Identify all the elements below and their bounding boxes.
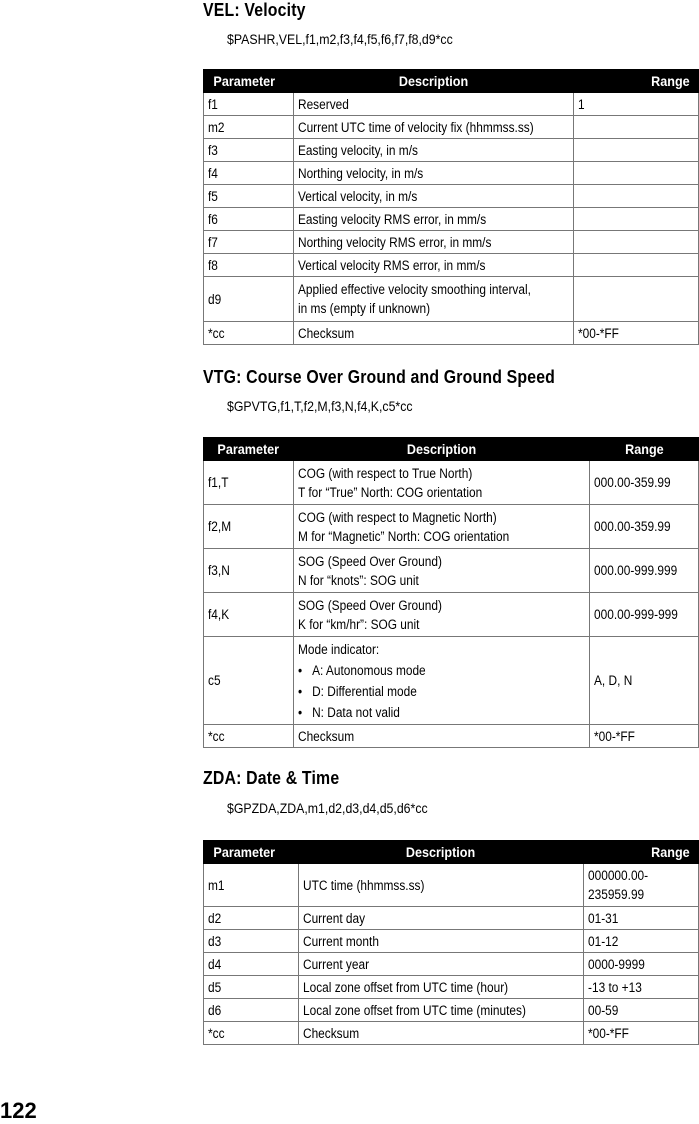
column-header: Range: [574, 70, 699, 93]
table-row: [204, 162, 699, 185]
table-row: [204, 461, 699, 505]
param-cell: f3,N: [204, 549, 294, 593]
param-cell: c5: [204, 637, 294, 725]
param-cell: d3: [204, 930, 299, 953]
table-row: [204, 999, 699, 1022]
param-cell: f2,M: [204, 505, 294, 549]
param-cell: m1: [204, 864, 299, 907]
vtg-command: $GPVTG,f1,T,f2,M,f3,N,f4,K,c5*cc: [227, 398, 413, 414]
column-header: Description: [299, 841, 584, 864]
table-row: [204, 277, 699, 322]
table-row: [204, 185, 699, 208]
vel-table: [203, 69, 699, 345]
vel-command: $PASHR,VEL,f1,m2,f3,f4,f5,f6,f7,f8,d9*cc: [227, 31, 453, 47]
range-cell: 01-12: [584, 930, 699, 953]
vel-heading: VEL: Velocity: [203, 0, 306, 20]
range-cell: 000000.00- 235959.99: [584, 864, 699, 907]
description-cell: Checksum: [294, 725, 590, 748]
description-cell: Current month: [299, 930, 584, 953]
table-header-row: [204, 841, 699, 864]
page-number: 122: [0, 1098, 37, 1123]
range-cell: 01-31: [584, 907, 699, 930]
table-row: [204, 907, 699, 930]
table-row: [204, 116, 699, 139]
param-cell: f4: [204, 162, 294, 185]
range-cell: [574, 231, 699, 254]
vtg-table: [203, 437, 699, 748]
range-cell: [574, 208, 699, 231]
param-cell: d5: [204, 976, 299, 999]
range-cell: 000.00-999.999: [590, 549, 699, 593]
column-header: Parameter: [204, 841, 299, 864]
column-header: Range: [584, 841, 699, 864]
column-header: Parameter: [204, 438, 294, 461]
table-row: [204, 930, 699, 953]
table-row: [204, 1022, 699, 1045]
param-cell: d4: [204, 953, 299, 976]
description-cell: Easting velocity, in m/s: [294, 139, 574, 162]
range-cell: [574, 277, 699, 322]
column-header: Description: [294, 438, 590, 461]
range-cell: [574, 116, 699, 139]
range-cell: A, D, N: [590, 637, 699, 725]
description-cell: Northing velocity, in m/s: [294, 162, 574, 185]
zda-table: [203, 840, 699, 1045]
list-item: • A: Autonomous mode: [298, 662, 426, 678]
list-item: • D: Differential mode: [298, 683, 417, 699]
description-cell: Reserved: [294, 93, 574, 116]
param-cell: *cc: [204, 1022, 299, 1045]
param-cell: d2: [204, 907, 299, 930]
zda-command: $GPZDA,ZDA,m1,d2,d3,d4,d5,d6*cc: [227, 800, 428, 816]
column-header: Range: [590, 438, 699, 461]
description-cell: UTC time (hhmmss.ss): [299, 864, 584, 907]
vtg-section: [203, 367, 678, 744]
zda-section: [203, 768, 690, 1041]
table-row: [204, 637, 699, 725]
description-cell: SOG (Speed Over Ground) K for “km/hr”: SOG unit: [294, 593, 590, 637]
column-header: Parameter: [204, 70, 294, 93]
range-cell: *00-*FF: [584, 1022, 699, 1045]
param-cell: d6: [204, 999, 299, 1022]
range-cell: 1: [574, 93, 699, 116]
zda-heading: ZDA: Date & Time: [203, 768, 340, 788]
table-row: [204, 231, 699, 254]
table-row: [204, 208, 699, 231]
description-cell: SOG (Speed Over Ground) N for “knots”: SOG unit: [294, 549, 590, 593]
description-cell: Local zone offset from UTC time (minutes): [299, 999, 584, 1022]
range-cell: -13 to +13: [584, 976, 699, 999]
description-cell: Mode indicator: • A: Autonomous mode • D: Differential mode • N: Data not valid: [294, 637, 590, 725]
table-row: [204, 593, 699, 637]
range-cell: [574, 139, 699, 162]
range-cell: *00-*FF: [574, 322, 699, 345]
param-cell: d9: [204, 277, 294, 322]
table-row: [204, 505, 699, 549]
description-cell: Local zone offset from UTC time (hour): [299, 976, 584, 999]
range-cell: 000.00-359.99: [590, 461, 699, 505]
range-cell: 0000-9999: [584, 953, 699, 976]
param-cell: f8: [204, 254, 294, 277]
range-cell: 000.00-359.99: [590, 505, 699, 549]
param-cell: f4,K: [204, 593, 294, 637]
table-header-row: [204, 70, 699, 93]
param-cell: f6: [204, 208, 294, 231]
param-cell: f7: [204, 231, 294, 254]
description-cell: COG (with respect to Magnetic North) M for “Magnetic” North: COG orientation: [294, 505, 590, 549]
vtg-heading: VTG: Course Over Ground and Ground Speed: [203, 367, 556, 387]
table-row: [204, 725, 699, 748]
range-cell: *00-*FF: [590, 725, 699, 748]
param-cell: f1: [204, 93, 294, 116]
table-row: [204, 864, 699, 907]
list-item: • N: Data not valid: [298, 704, 400, 720]
table-row: [204, 93, 699, 116]
range-cell: 000.00-999-999: [590, 593, 699, 637]
mode-list: [298, 660, 589, 723]
description-cell: Applied effective velocity smoothing interval, in ms (empty if unknown): [294, 277, 574, 322]
description-cell: Vertical velocity RMS error, in mm/s: [294, 254, 574, 277]
table-row: [204, 139, 699, 162]
description-cell: COG (with respect to True North) T for “True” North: COG orientation: [294, 461, 590, 505]
param-cell: *cc: [204, 725, 294, 748]
table-row: [204, 976, 699, 999]
description-cell: Current year: [299, 953, 584, 976]
description-cell: Checksum: [294, 322, 574, 345]
description-cell: Current day: [299, 907, 584, 930]
param-cell: f3: [204, 139, 294, 162]
range-cell: [574, 185, 699, 208]
range-cell: [574, 162, 699, 185]
param-cell: m2: [204, 116, 294, 139]
range-cell: 00-59: [584, 999, 699, 1022]
table-row: [204, 322, 699, 345]
range-cell: [574, 254, 699, 277]
param-cell: f1,T: [204, 461, 294, 505]
table-row: [204, 953, 699, 976]
vel-section: [203, 0, 690, 341]
column-header: Description: [294, 70, 574, 93]
description-cell: Checksum: [299, 1022, 584, 1045]
table-row: [204, 254, 699, 277]
description-cell: Northing velocity RMS error, in mm/s: [294, 231, 574, 254]
param-cell: f5: [204, 185, 294, 208]
description-cell: Easting velocity RMS error, in mm/s: [294, 208, 574, 231]
description-cell: Current UTC time of velocity fix (hhmmss.ss): [294, 116, 574, 139]
param-cell: *cc: [204, 322, 294, 345]
table-header-row: [204, 438, 699, 461]
table-row: [204, 549, 699, 593]
description-cell: Vertical velocity, in m/s: [294, 185, 574, 208]
